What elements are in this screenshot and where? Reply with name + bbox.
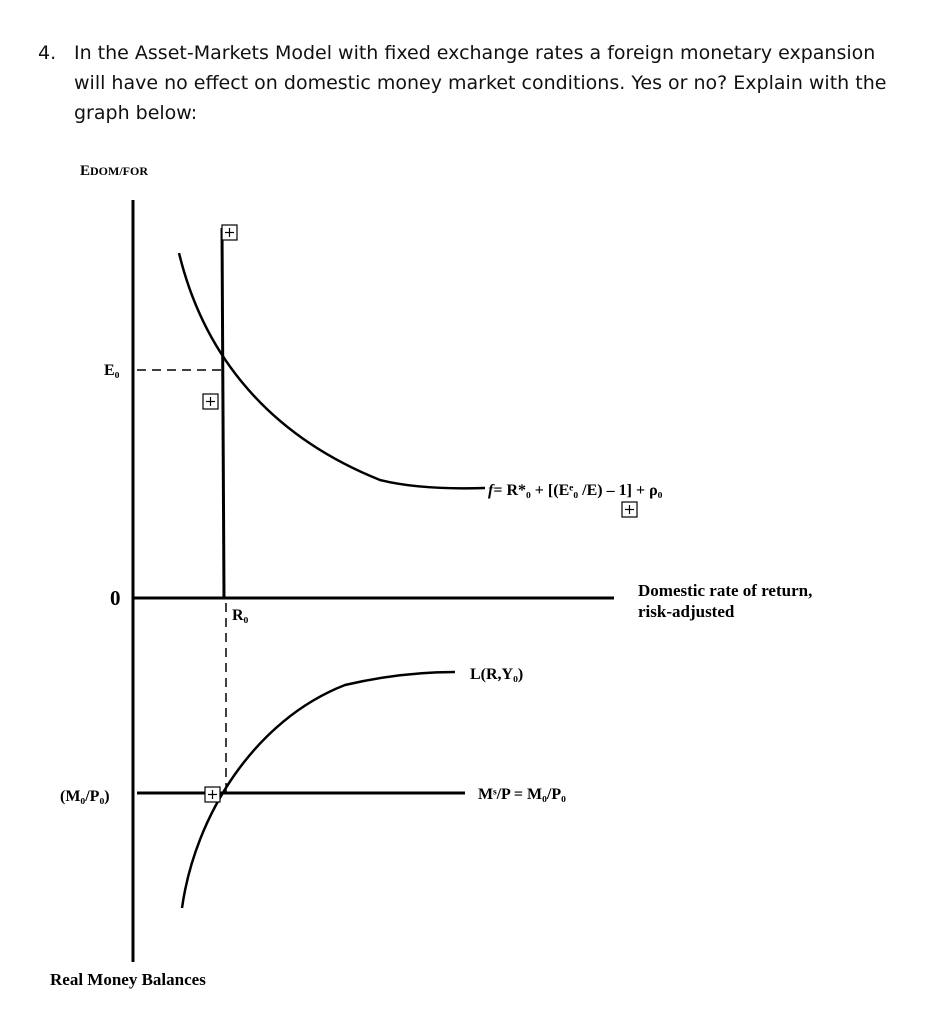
real-money-balances-label: Real Money Balances <box>50 970 206 989</box>
x-axis-label: Domestic rate of return, <box>638 581 813 600</box>
e0-label: E₀ <box>104 362 120 379</box>
zero-label: 0 <box>110 586 121 610</box>
plus-box-bottom <box>205 787 220 802</box>
x-axis-label-2: risk-adjusted <box>638 602 735 621</box>
money-supply-label: Mˢ/P = M₀/P₀ <box>478 786 566 803</box>
money-demand-label: L(R,Y₀) <box>470 666 524 683</box>
y-axis-label: EDOM/FOR <box>80 163 149 179</box>
plus-box-top <box>222 225 237 240</box>
foreign-return-curve <box>179 253 485 488</box>
question-number: 4. <box>38 42 57 64</box>
money-demand-curve <box>182 672 455 908</box>
m0-p0-label: (M₀/P₀) <box>60 788 110 805</box>
r0-vertical-line <box>222 228 224 598</box>
plus-box-mid <box>203 394 218 409</box>
r0-label: R₀ <box>232 607 249 624</box>
question-text: In the Asset-Markets Model with fixed exchange rates a foreign monetary expansion will have no effect on domestic money market conditions. Yes or no? Explain with the graph below: <box>74 42 887 124</box>
foreign-return-label: f= R*₀ + [(Eᵉ₀ /E) – 1] + ρ₀ <box>488 482 663 499</box>
plus-box-formula <box>622 502 637 517</box>
